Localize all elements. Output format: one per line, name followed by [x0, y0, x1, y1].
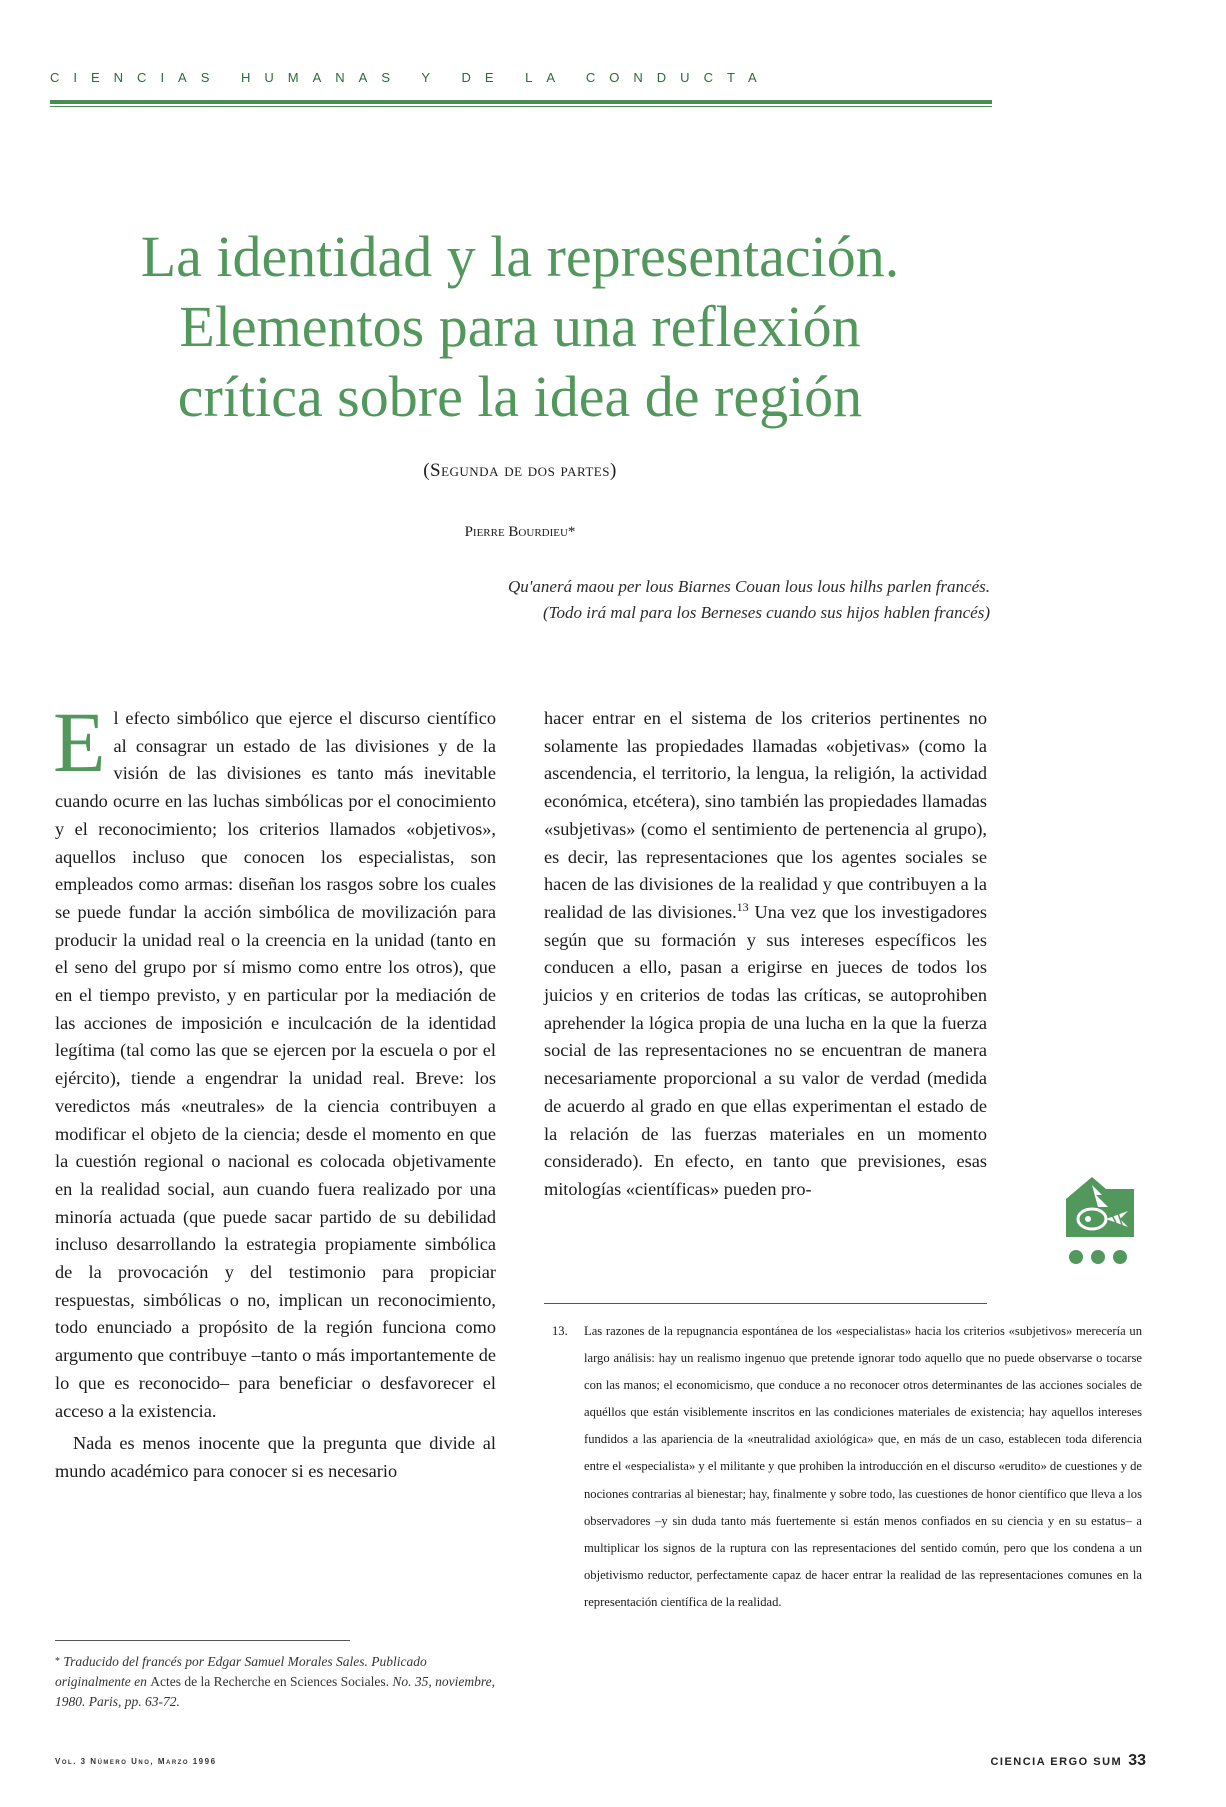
epigraph-translation: (Todo irá mal para los Berneses cuando sus hijos hablen francés)	[542, 603, 990, 622]
header-rule-thin	[50, 106, 992, 107]
paragraph-1-text: l efecto simbólico que ejerce el discurso científico al consagrar un estado de las divisiones y de la visión de las divisiones es tanto más inevitable cuando ocurre en las luchas simbólicas por el conocimiento y el reconocimiento; los criterios llamados «objetivos», aquellos incluso que conocen los especialistas, son empleados como armas: diseñan los rasgos sobre los cuales se puede fundar la acción simbólica de movilización para producir la unidad real o la creencia en la unidad (tanto en el seno del grupo por sí mismo como entre los otros), que en el tiempo previsto, y en particular por la mediación de las acciones de imposición e inculcación de la identidad legítima (tal como las que se ejercen por la escuela o por el ejército), tiende a engendrar la unidad real. Breve: los veredictos más «neutrales» de la ciencia contribuyen a modificar el objeto de la ciencia; desde el momento en que la cuestión regional o nacional es colocada objetivamente en la realidad social, aun cuando fuera realizado por una minoría actuada (que puede sacar partido de su debilidad incluso desarrollando la estrategia propiamente simbólica de la provocación y del testimonio para propiciar respuestas, simbólicas o no, implican un reconocimiento, todo enunciado a propósito de la región funciona como argumento que contribuye –tanto o más importantemente de lo que es reconocido– para beneficiar o desfavorecer el acceso a la existencia.	[55, 708, 496, 1421]
author-name: Pierre Bourdieu*	[464, 524, 576, 540]
footnote-13	[552, 1318, 1142, 1616]
translator-note	[55, 1652, 496, 1712]
body-column-right	[544, 705, 987, 1204]
paragraph-3-text-b: Una vez que los investigadores según que su formación y sus intereses específicos les conducen a ello, pasan a erigirse en jueces de todos los juicios y en criterios de todas las críticas, se autoprohiben aprehender la lógica propia de una lucha en la que la fuerza social de las representaciones no se encuentran de manera necesariamente proporcional a su valor de verdad (medida de acuerdo al grado en que ellas experimentan el estado de la relación de las fuerzas materiales en un momento considerado). En efecto, en tanto que previsiones, esas mitologías «científicas» pueden pro-	[544, 901, 987, 1199]
footnote-13-text: Las razones de la repugnancia espontánea de los «especialistas» hacia los criterios «subjetivos» merecería un largo análisis: hay un realismo ingenuo que pretende ignorar todo aquello que no puede observarse o tocarse con las manos; el economicismo, que conduce a no reconocer otros determinantes de las acciones sociales de aquéllos que están visiblemente inscritos en las condiciones materiales de existencia; hay aquellos intereses fundidos a las apariencia de la «neutralidad axiológica» que, en más de un caso, establecen toda diferencia entre el «especialista» y el militante y que prohiben la introducción en el discurso «erudito» de cuestiones y de nociones contrarias al bienestar; hay, finalmente y sobre todo, las cuestiones de honor científico que lleva a los observadores –y sin duda tanto más fuertemente si están menos confiados en su ciencia y en su estatus– a multiplicar los signos de la ruptura con las representaciones del sentido común, pero que los condena a un objetivismo reductor, perfectamente capaz de hacer entrar la realidad de las representaciones comunes en la representación científica de la realidad.	[584, 1324, 1142, 1609]
section-emblem-icon	[1062, 1175, 1142, 1285]
paragraph-1	[53, 694, 496, 1425]
footnote-rule-left	[55, 1640, 350, 1641]
header-rule-thick	[50, 100, 992, 104]
page-number: 33	[1128, 1752, 1146, 1769]
footnote-13-number: 13.	[552, 1324, 568, 1338]
epigraph	[290, 574, 990, 626]
paragraph-3	[544, 705, 987, 1204]
article-subtitle: (Segunda de dos partes)	[423, 460, 617, 481]
translator-note-mark: *	[55, 1656, 60, 1667]
footnote-rule-right	[544, 1303, 987, 1304]
footnote-ref-13[interactable]: 13	[736, 899, 749, 914]
footer-issue: Vol. 3 Número Uno, Marzo 1996	[55, 1757, 217, 1766]
paragraph-3-text-a: hacer entrar en el sistema de los criterios pertinentes no solamente las propiedades llamadas «objetivas» (como la ascendencia, el territorio, la lengua, la religión, la actividad económica, etcétera), sino también las propiedades llamadas «subjetivas» (como el sentimiento de pertenencia al grupo), es decir, las representaciones que los agentes sociales se hacen de las divisiones de la realidad y que contribuyen a la realidad de las divisiones.	[544, 708, 987, 922]
footer-journal-name: CIENCIA ERGO SUM	[990, 1756, 1123, 1768]
paragraph-2: Nada es menos inocente que la pregunta que divide al mundo académico para conocer si es necesario	[55, 1433, 496, 1481]
epigraph-original: Qu'anerá maou per lous Biarnes Couan lous lous hilhs parlen francés.	[508, 577, 990, 596]
section-header: CIENCIAS HUMANAS Y DE LA CONDUCTA	[50, 70, 771, 85]
article-title	[40, 222, 1000, 432]
translator-note-text-a: Traducido del francés por Edgar Samuel Morales Sales. Publicado originalmente en	[55, 1654, 427, 1689]
translator-note-journal: Actes de la Recherche en Sciences Sociales.	[150, 1674, 390, 1689]
drop-cap: E	[53, 694, 106, 790]
translator-note-text-c: No. 35, noviembre, 1980. Paris, pp. 63-72.	[55, 1674, 495, 1709]
body-column-left	[53, 694, 496, 1486]
footer-journal	[990, 1752, 1146, 1770]
title-line-3: crítica sobre la idea de región	[177, 364, 863, 429]
title-line-2: Elementos para una reflexión	[179, 294, 861, 359]
title-line-1: La identidad y la representación.	[140, 224, 900, 289]
